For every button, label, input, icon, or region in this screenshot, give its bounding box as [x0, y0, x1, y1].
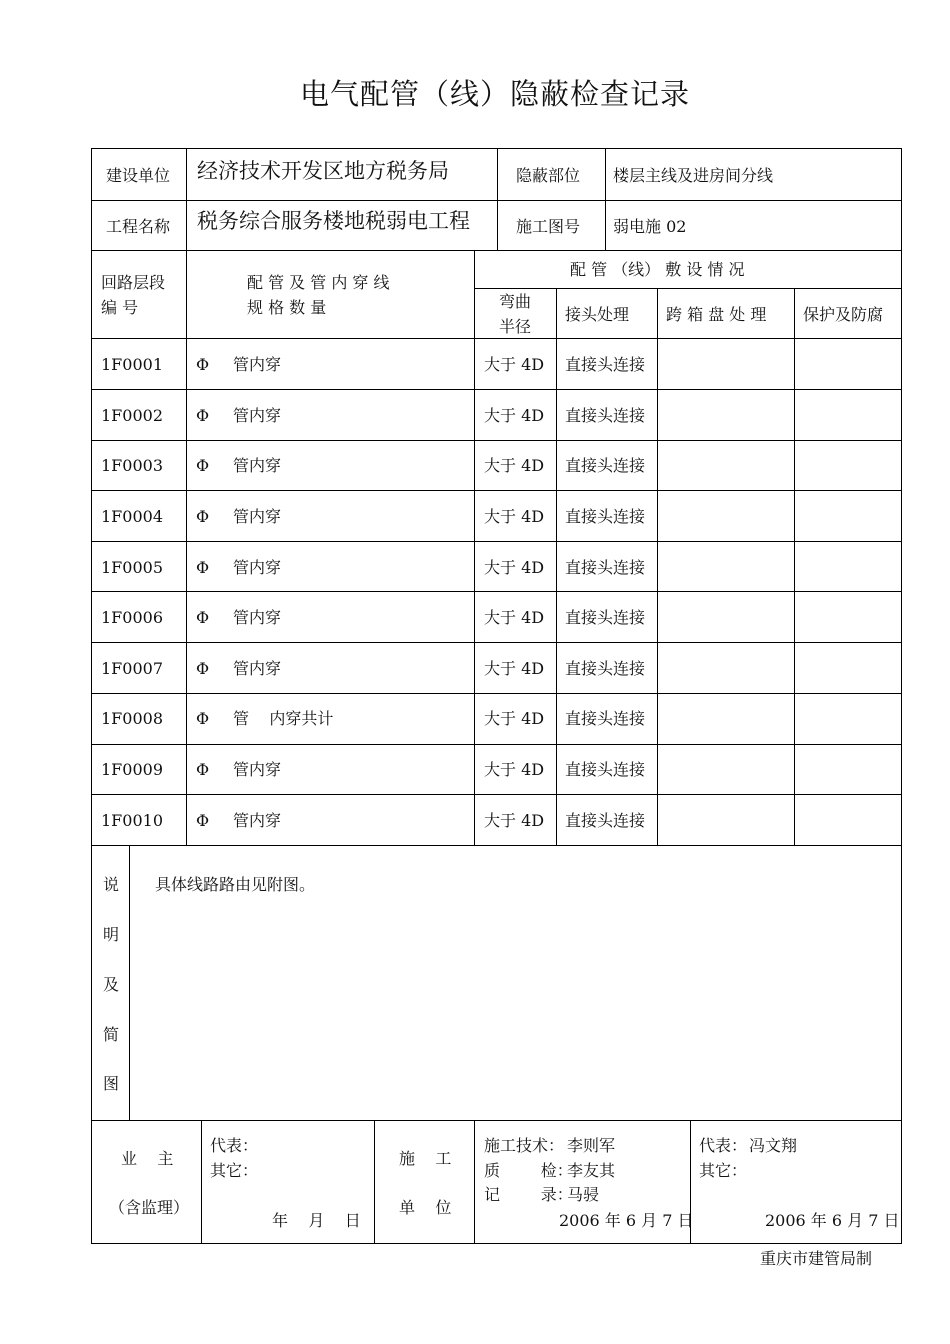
row-spec: 管 内穿共计: [233, 709, 334, 728]
supervisor-rep-label: 代表：: [699, 1136, 748, 1155]
row-id: 1F0005: [101, 558, 163, 577]
grid-line: [474, 250, 475, 845]
phi-symbol: Φ: [196, 406, 210, 425]
notes-label-char: 简: [103, 1025, 120, 1044]
row-spec: 管内穿: [233, 760, 282, 779]
grid-line: [474, 1120, 475, 1243]
row-joint: 直接头连接: [565, 406, 646, 425]
phi-symbol: Φ: [196, 709, 210, 728]
owner-date: 年 月 日: [272, 1211, 361, 1230]
grid-line: [92, 794, 901, 795]
row-id: 1F0006: [101, 608, 163, 627]
row-spec: 管内穿: [233, 355, 282, 374]
row-spec: 管内穿: [233, 659, 282, 678]
row-joint: 直接头连接: [565, 659, 646, 678]
grid-line: [92, 845, 901, 846]
owner-label: 业 主: [121, 1149, 174, 1168]
grid-line: [92, 744, 901, 745]
row-id: 1F0001: [101, 355, 163, 374]
row-id: 1F0004: [101, 507, 163, 526]
grid-line: [497, 149, 498, 250]
notes-label-char: 图: [103, 1074, 120, 1093]
grid-line: [201, 1120, 202, 1243]
row-spec: 管内穿: [233, 406, 282, 425]
row-bend: 大于 4D: [484, 355, 545, 374]
grid-line: [92, 389, 901, 390]
phi-symbol: Φ: [196, 811, 210, 830]
spec-header-line2: 规 格 数 量: [247, 298, 327, 317]
phi-symbol: Φ: [196, 456, 210, 475]
phi-symbol: Φ: [196, 760, 210, 779]
bend-header-line1: 弯曲: [498, 292, 531, 311]
row-joint: 直接头连接: [565, 456, 646, 475]
grid-line: [186, 250, 187, 845]
cross-box-header: 跨 箱 盘 处 理: [666, 305, 767, 324]
row-spec: 管内穿: [233, 456, 282, 475]
joint-header: 接头处理: [565, 305, 630, 324]
hidden-part-value: 楼层主线及进房间分线: [613, 166, 774, 185]
row-joint: 直接头连接: [565, 355, 646, 374]
build-unit-label: 建设单位: [106, 166, 171, 185]
bend-header-line2: 半径: [498, 317, 531, 336]
circuit-header-line2: 编 号: [101, 298, 139, 317]
phi-symbol: Φ: [196, 558, 210, 577]
owner-other-label: 其它：: [210, 1161, 259, 1180]
page-title: 电气配管（线）隐蔽检查记录: [299, 77, 690, 111]
row-bend: 大于 4D: [484, 709, 545, 728]
row-bend: 大于 4D: [484, 811, 545, 830]
grid-line: [129, 845, 130, 1120]
row-id: 1F0008: [101, 709, 163, 728]
row-bend: 大于 4D: [484, 608, 545, 627]
circuit-header-line1: 回路层段: [101, 273, 166, 292]
row-joint: 直接头连接: [565, 558, 646, 577]
row-id: 1F0009: [101, 760, 163, 779]
phi-symbol: Φ: [196, 355, 210, 374]
issuer-note: 重庆市建管局制: [760, 1249, 873, 1268]
supervisor-other-label: 其它：: [699, 1161, 748, 1180]
qc-name: 李友其: [567, 1161, 616, 1180]
row-id: 1F0007: [101, 659, 163, 678]
phi-symbol: Φ: [196, 659, 210, 678]
row-id: 1F0003: [101, 456, 163, 475]
row-bend: 大于 4D: [484, 406, 545, 425]
grid-line: [92, 642, 901, 643]
phi-symbol: Φ: [196, 507, 210, 526]
grid-line: [374, 1120, 375, 1243]
grid-line: [474, 288, 901, 289]
row-bend: 大于 4D: [484, 659, 545, 678]
row-bend: 大于 4D: [484, 760, 545, 779]
row-joint: 直接头连接: [565, 811, 646, 830]
build-unit-value: 经济技术开发区地方税务局: [197, 159, 449, 183]
row-joint: 直接头连接: [565, 709, 646, 728]
qc-label: 质 检：: [484, 1161, 573, 1180]
grid-line: [92, 693, 901, 694]
supervisor-rep-name: 冯文翔: [749, 1136, 798, 1155]
notes-label-char: 明: [103, 925, 120, 944]
row-spec: 管内穿: [233, 507, 282, 526]
drawing-no-label: 施工图号: [516, 217, 581, 236]
record-label: 记 录：: [484, 1185, 573, 1204]
phi-symbol: Φ: [196, 608, 210, 627]
drawing-no-value: 弱电施 02: [613, 217, 687, 236]
row-bend: 大于 4D: [484, 558, 545, 577]
grid-line: [92, 1120, 901, 1121]
project-name-label: 工程名称: [106, 217, 171, 236]
row-bend: 大于 4D: [484, 507, 545, 526]
owner-supervision-label: （含监理）: [109, 1198, 190, 1217]
row-joint: 直接头连接: [565, 507, 646, 526]
row-spec: 管内穿: [233, 558, 282, 577]
grid-line: [92, 338, 901, 339]
row-id: 1F0010: [101, 811, 163, 830]
grid-line: [92, 250, 901, 251]
grid-line: [794, 288, 795, 845]
spec-header-line1: 配 管 及 管 内 穿 线: [247, 273, 390, 292]
grid-line: [92, 541, 901, 542]
row-bend: 大于 4D: [484, 456, 545, 475]
grid-line: [605, 149, 606, 250]
protection-header: 保护及防腐: [803, 305, 884, 324]
contractor-label: 施 工: [399, 1149, 452, 1168]
owner-rep-label: 代表：: [210, 1136, 259, 1155]
inspection-form: [91, 148, 902, 1244]
grid-line: [92, 440, 901, 441]
grid-line: [92, 591, 901, 592]
row-spec: 管内穿: [233, 608, 282, 627]
grid-line: [186, 149, 187, 250]
notes-text: 具体线路路由见附图。: [155, 875, 316, 894]
tech-label: 施工技术：: [484, 1136, 565, 1155]
hidden-part-label: 隐蔽部位: [516, 166, 581, 185]
contractor-date: 2006 年 6 月 7 日: [559, 1211, 694, 1230]
laying-group-header: 配 管 （线） 敷 设 情 况: [570, 260, 745, 279]
row-joint: 直接头连接: [565, 760, 646, 779]
record-name: 马骎: [567, 1185, 600, 1204]
contractor-unit-label: 单 位: [399, 1198, 452, 1217]
row-joint: 直接头连接: [565, 608, 646, 627]
grid-line: [92, 490, 901, 491]
grid-line: [657, 288, 658, 845]
supervisor-date: 2006 年 6 月 7 日: [765, 1211, 900, 1230]
notes-label-char: 及: [103, 975, 120, 994]
row-id: 1F0002: [101, 406, 163, 425]
project-name-value: 税务综合服务楼地税弱电工程: [197, 209, 470, 233]
notes-label-char: 说: [103, 875, 120, 894]
tech-name: 李则军: [567, 1136, 616, 1155]
row-spec: 管内穿: [233, 811, 282, 830]
grid-line: [556, 288, 557, 845]
